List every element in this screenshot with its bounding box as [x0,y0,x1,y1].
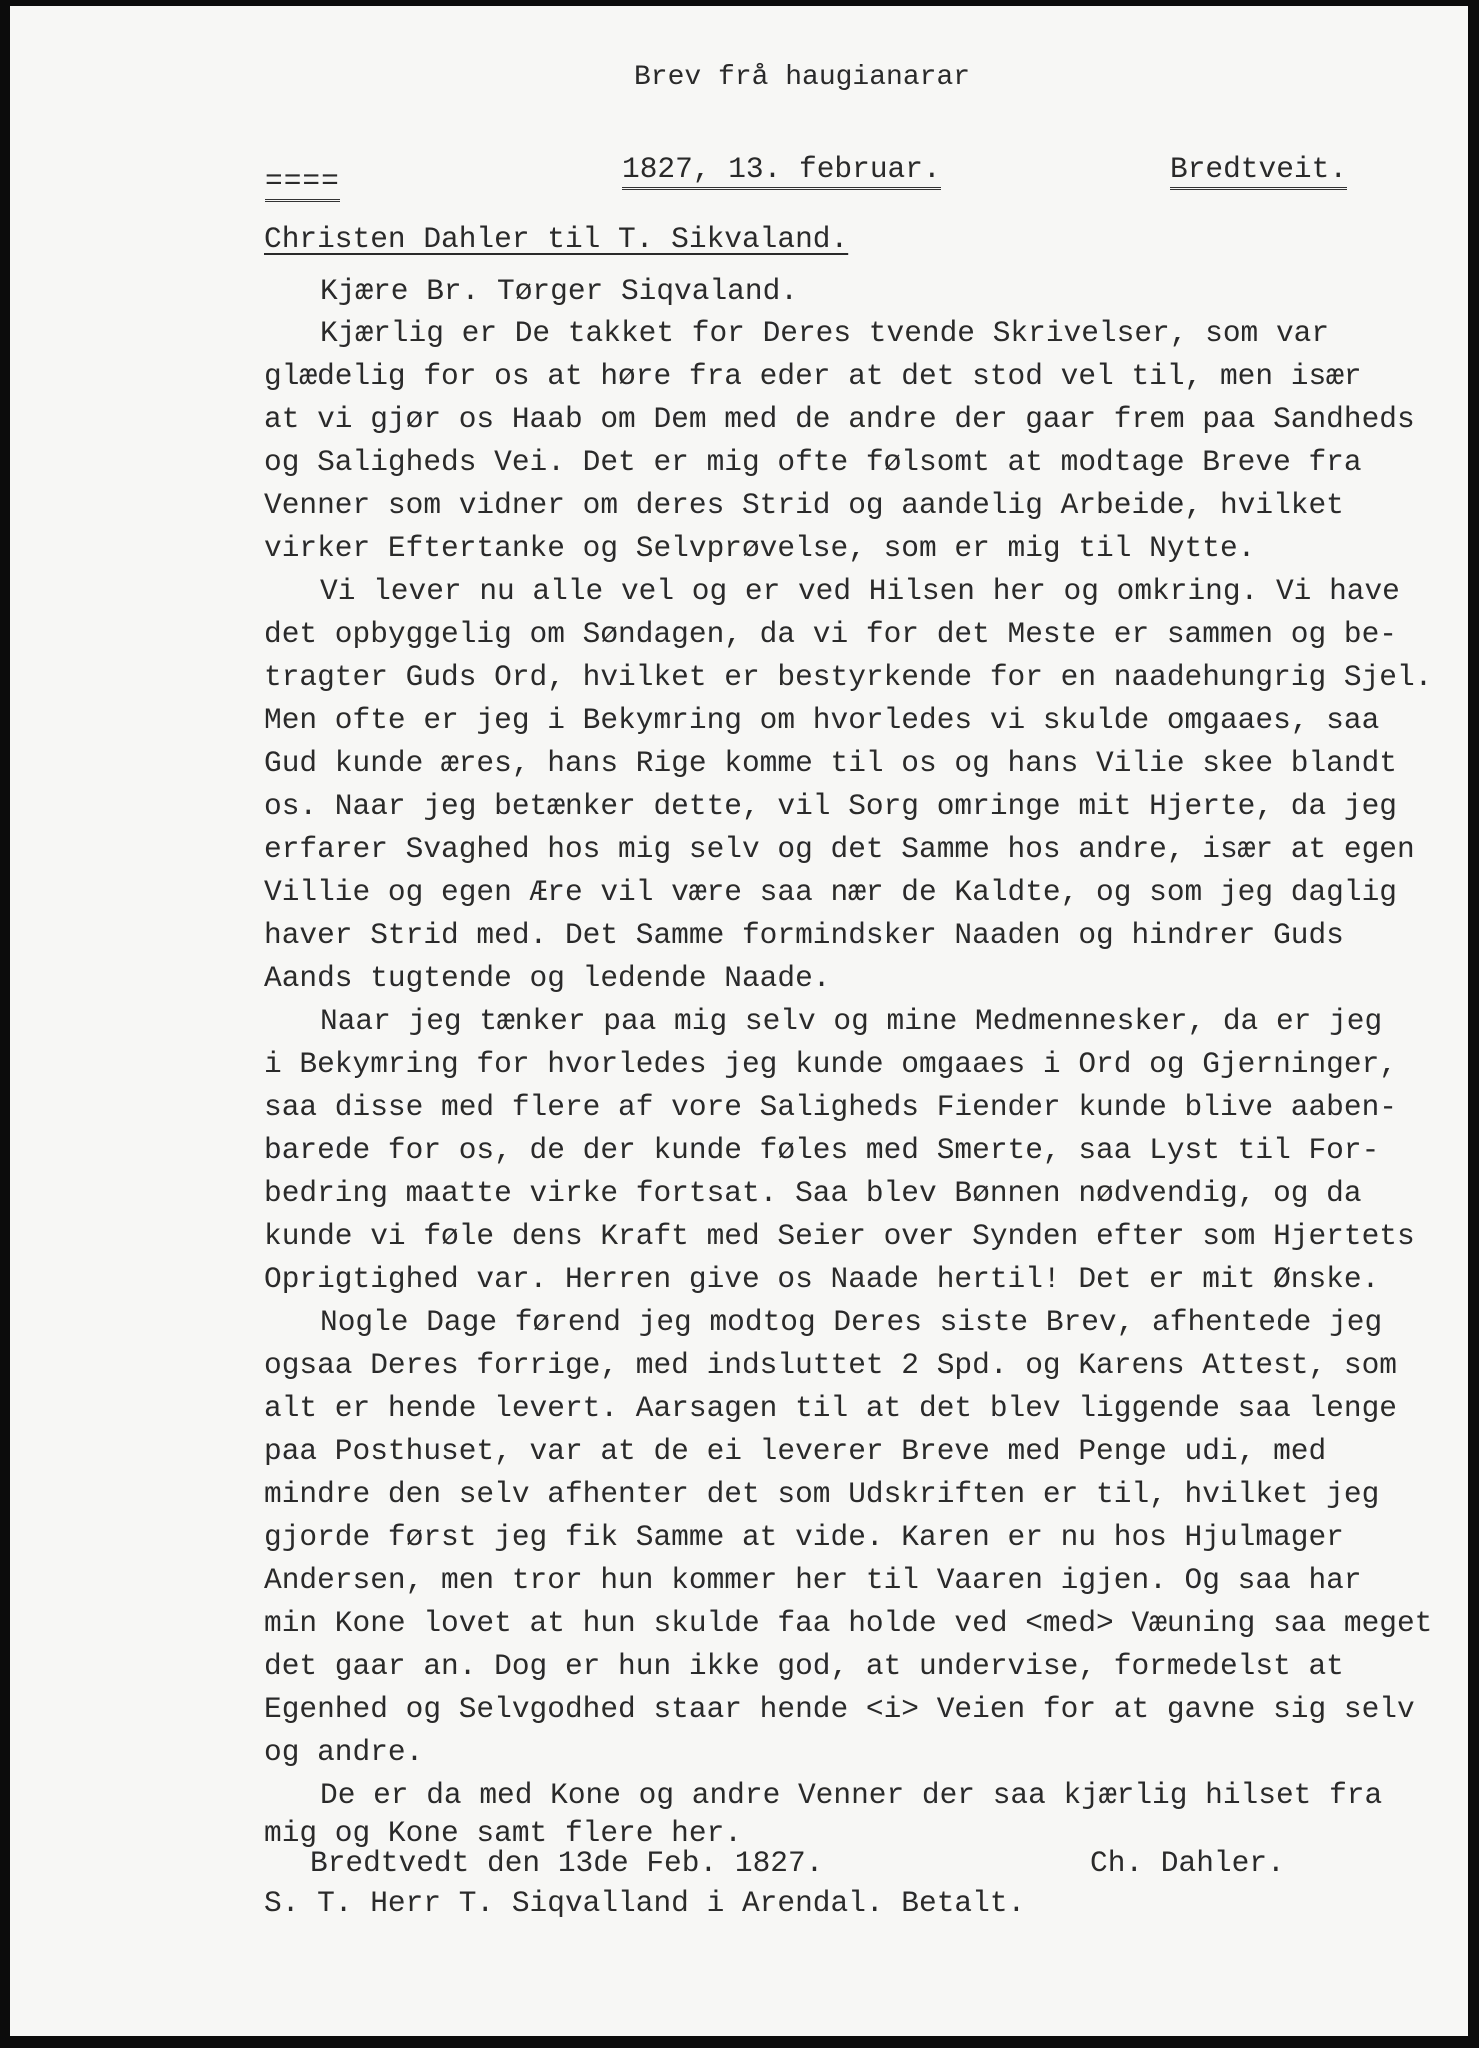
body-line: Andersen, men tror hun kommer her til Vaaren igjen. Og saa har [264,1563,1362,1597]
closing-place-date: Bredtvedt den 13de Feb. 1827. [310,1846,824,1880]
body-line: haver Strid med. Det Samme formindsker Naaden og hindrer Guds [264,918,1344,952]
body-line: gjorde først jeg fik Samme at vide. Karen er nu hos Hjulmager [264,1520,1344,1554]
body-line: mindre den selv afhenter det som Udskriften er til, hvilket jeg [264,1477,1380,1511]
body-line: os. Naar jeg betænker dette, vil Sorg omringe mit Hjerte, da jeg [264,789,1397,823]
body-line: erfarer Svaghed hos mig selv og det Samme hos andre, især at egen [264,832,1415,866]
body-line: min Kone lovet at hun skulde faa holde ved <med> Væuning saa meget [264,1606,1433,1640]
signature: Ch. Dahler. [1090,1846,1285,1880]
body-line: mig og Kone samt flere her. [264,1816,742,1850]
body-line: alt er hende levert. Aarsagen til at det blev liggende saa lenge [264,1391,1397,1425]
body-line: Villie og egen Ære vil være saa nær de Kaldte, og som jeg daglig [264,875,1397,909]
address-line: S. T. Herr T. Siqvalland i Arendal. Betalt. [264,1886,1026,1920]
body-line: i Bekymring for hvorledes jeg kunde omgaaes i Ord og Gjerninger, [264,1047,1397,1081]
body-line: paa Posthuset, var at de ei leverer Breve med Penge udi, med [264,1434,1327,1468]
body-line: Gud kunde æres, hans Rige komme til os og hans Vilie skee blandt [264,746,1397,780]
letter-place: Bredtveit. [1170,152,1347,190]
body-line: at vi gjør os Haab om Dem med de andre der gaar frem paa Sandheds [264,402,1415,436]
salutation: Kjære Br. Tørger Siqvaland. [320,274,798,308]
body-line: virker Eftertanke og Selvprøvelse, som er mig til Nytte. [264,531,1256,565]
body-line: Egenhed og Selvgodhed staar hende <i> Veien for at gavne sig selv [264,1692,1415,1726]
document-page [10,6,1468,2036]
body-line: kunde vi føle dens Kraft med Seier over Synden efter som Hjertets [264,1219,1415,1253]
letter-date: 1827, 13. februar. [622,152,941,190]
body-line: glædelig for os at høre fra eder at det stod vel til, men især [264,359,1362,393]
body-line: bedring maatte virke fortsat. Saa blev Bønnen nødvendig, og da [264,1176,1362,1210]
section-marker: ==== [265,164,340,202]
letter-subject: Christen Dahler til T. Sikvaland. [264,222,849,256]
body-line: Venner som vidner om deres Strid og aandelig Arbeide, hvilket [264,488,1344,522]
body-line: det gaar an. Dog er hun ikke god, at undervise, formedelst at [264,1649,1344,1683]
body-line: Kjærlig er De takket for Deres tvende Skrivelser, som var [320,316,1330,350]
body-line: De er da med Kone og andre Venner der saa kjærlig hilset fra [320,1778,1383,1812]
body-line: det opbyggelig om Søndagen, da vi for det Meste er sammen og be- [264,617,1397,651]
body-line: Naar jeg tænker paa mig selv og mine Medmennesker, da er jeg [320,1004,1383,1038]
body-line: barede for os, de der kunde føles med Smerte, saa Lyst til For- [264,1133,1380,1167]
body-line: saa disse med flere af vore Saligheds Fiender kunde blive aaben- [264,1090,1397,1124]
body-line: ogsaa Deres forrige, med indsluttet 2 Spd. og Karens Attest, som [264,1348,1397,1382]
body-line: Nogle Dage førend jeg modtog Deres siste Brev, afhentede jeg [320,1305,1383,1339]
body-line: Vi lever nu alle vel og er ved Hilsen her og omkring. Vi have [320,574,1400,608]
body-line: Men ofte er jeg i Bekymring om hvorledes vi skulde omgaaes, saa [264,703,1380,737]
body-line: Aands tugtende og ledende Naade. [264,961,831,995]
body-line: tragter Guds Ord, hvilket er bestyrkende for en naadehungrig Sjel. [264,660,1433,694]
body-line: og andre. [264,1735,424,1769]
body-line: og Saligheds Vei. Det er mig ofte følsomt at modtage Breve fra [264,445,1362,479]
page-header: Brev frå haugianarar [634,62,971,93]
body-line: Oprigtighed var. Herren give os Naade hertil! Det er mit Ønske. [264,1262,1380,1296]
